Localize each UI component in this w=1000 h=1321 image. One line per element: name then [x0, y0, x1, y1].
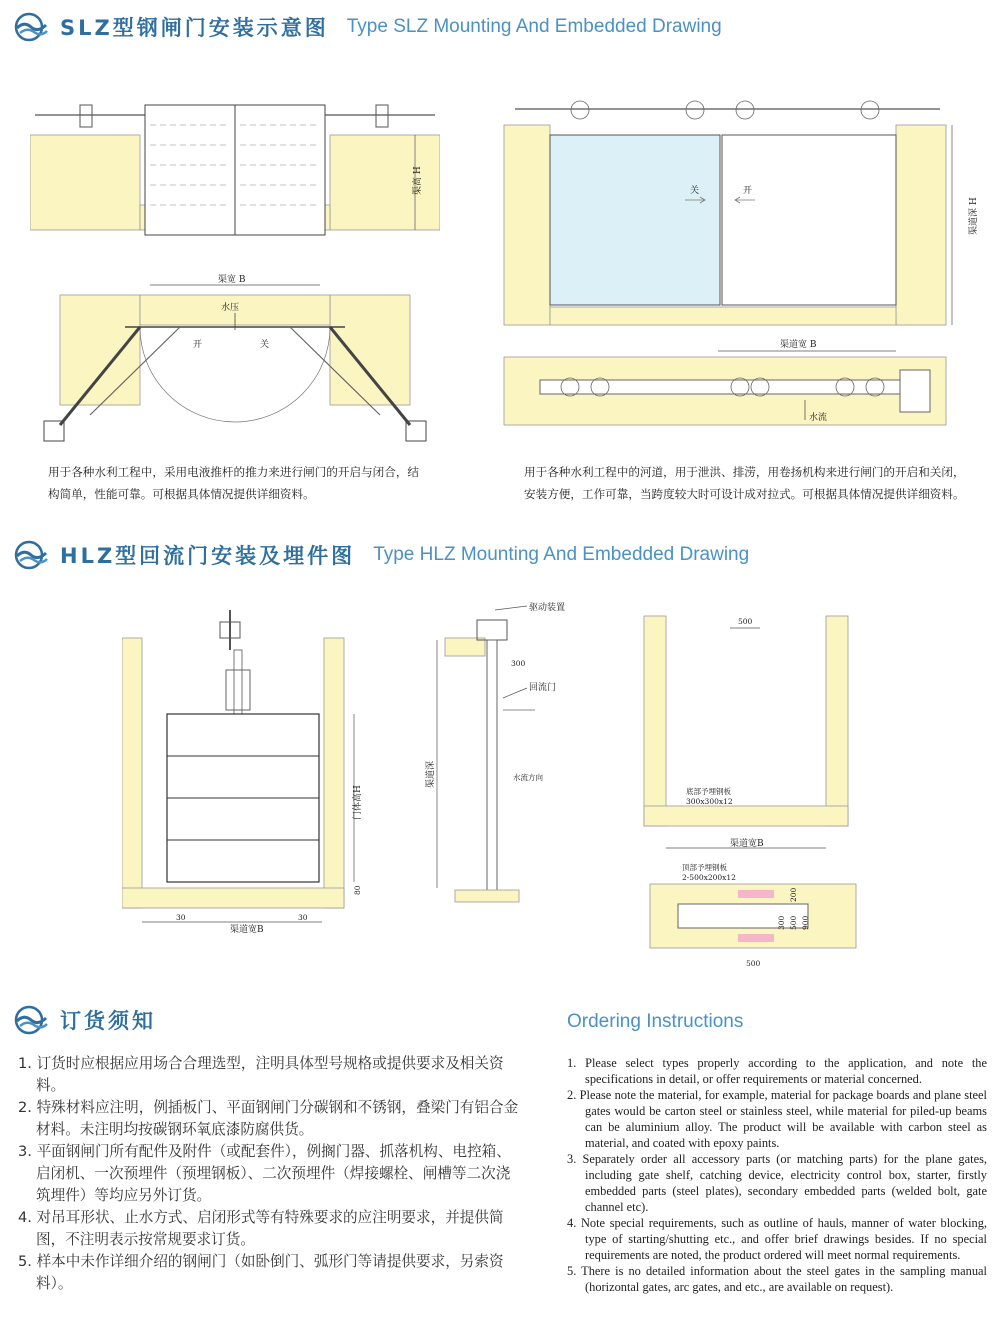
slz-left-drawing: [30, 95, 440, 455]
label-gate-height: 门体高H: [353, 785, 363, 820]
label-water-pressure: 水压: [221, 303, 240, 313]
label-gate: 回流门: [529, 683, 557, 693]
list-item: 2. 特殊材料应注明，例插板门、平面钢闸门分碳钢和不锈钢，叠梁门有铝合金材料。未注明均按碳钢环氧底漆防腐供货。: [18, 1099, 519, 1138]
label-500-top: 500: [738, 617, 753, 626]
label-height: 渠高 H: [413, 166, 423, 195]
label-close: 关: [260, 340, 270, 350]
label-open: 开: [743, 186, 753, 196]
label-depth: 渠道深: [426, 760, 436, 788]
label-30-left: 30: [176, 913, 186, 922]
label-500: 500: [789, 915, 798, 930]
label-80: 80: [353, 885, 362, 895]
label-width: 渠道宽B: [730, 839, 764, 849]
label-top-plate: 顶部予埋钢板: [682, 863, 727, 872]
slz-right-drawing: [500, 95, 980, 435]
label-200: 200: [789, 887, 798, 902]
slz-right-description: 用于各种水利工程中的河道，用于泄洪、排涝，用卷扬机构来进行闸门的开启和关闭，安装方便，工作可靠，当跨度较大时可设计成对拉式。可根据具体情况提供详细资料。: [524, 465, 965, 501]
label-bottom-plate-size: 300x300x12: [686, 797, 733, 806]
section-header-ordering: [14, 1005, 156, 1035]
section-title-en: Type SLZ Mounting And Embedded Drawing: [346, 16, 722, 37]
hlz-middle-drawing: [425, 598, 575, 918]
list-item: 3. 平面钢闸门所有配件及附件（或配套件），例搁门器、抓落机构、电控箱、启闭机、一次预埋件（预埋钢板）、二次预埋件（焊接螺栓、闸槽等二次浇筑埋件）等均应另外订货。: [18, 1143, 511, 1204]
list-item: 5. There is no detailed information about the steel gates in the sampling manual (horizontal gates, arc gates, and etc., are available on request).: [567, 1264, 987, 1294]
ordering-list-en: [567, 1055, 987, 1295]
wave-logo-icon: [14, 1005, 48, 1035]
label-close: 关: [690, 186, 700, 196]
label-width: 渠道宽B: [230, 925, 264, 935]
label-flow-dir: 水流方向: [513, 773, 543, 782]
hlz-left-drawing: [122, 610, 372, 940]
label-width: 渠宽 B: [218, 275, 246, 285]
wave-logo-icon: [14, 540, 48, 570]
wave-logo-icon: [14, 12, 48, 42]
label-300: 300: [511, 659, 526, 668]
label-width: 渠道宽 B: [780, 340, 817, 350]
ordering-list-cn: [18, 1053, 523, 1295]
label-900: 900: [801, 915, 810, 930]
hlz-right-drawing: [630, 612, 870, 972]
label-drive: 驱动装置: [529, 603, 566, 613]
section-header-hlz: [14, 540, 749, 570]
section-title-cn: 订货须知: [60, 1009, 156, 1033]
label-depth: 渠道深 H: [969, 197, 979, 235]
label-top-plate-size: 2-500x200x12: [682, 873, 736, 882]
label-bottom-plate: 底部予埋钢板: [686, 787, 731, 796]
label-flow: 水流: [809, 413, 828, 423]
section-header-slz: [14, 12, 722, 42]
section-title-cn: SLZ型钢闸门安装示意图: [60, 16, 329, 40]
list-item: 4. Note special requirements, such as outline of hauls, manner of water blocking, type of starting/shutting etc., and offer brief drawings besides. If no special requirements are noted, the product ordered will meet normal requirements.: [567, 1216, 987, 1262]
list-item: 3. Separately order all accessory parts (or matching parts) for the plane gates, including gate shelf, catching device, electricity control box, starter, firstly embedded parts (steel plates), secondary embedded parts (welded bolt, gate channel etc).: [567, 1152, 987, 1214]
label-30-right: 30: [298, 913, 308, 922]
label-open: 开: [193, 340, 203, 350]
section-title-en: Type HLZ Mounting And Embedded Drawing: [373, 544, 750, 565]
list-item: 4. 对吊耳形状、止水方式、启闭形式等有特殊要求的应注明要求，并提供简图，不注明表示按常规要求订货。: [18, 1209, 504, 1248]
list-item: 2. Please note the material, for example, material for package boards and plane steel gates would be carton steel or stainless steel, while material for piled-up beams can be aluminium alloy. The product will be available with carbon steel as material, and coated with epoxy paints.: [567, 1088, 987, 1150]
list-item: 1. 订货时应根据应用场合合理选型，注明具体型号规格或提供要求及相关资料。: [18, 1055, 504, 1094]
slz-left-description: 用于各种水利工程中，采用电液推杆的推力来进行闸门的开启与闭合，结构简单，性能可靠。可根据具体情况提供详细资料。: [48, 465, 420, 501]
label-300: 300: [777, 915, 786, 930]
ordering-title-en: Ordering Instructions: [567, 1011, 744, 1032]
list-item: 5. 样本中未作详细介绍的钢闸门（如卧倒门、弧形门等请提供要求，另索资料）。: [18, 1253, 504, 1292]
list-item: 1. Please select types properly according to the application, and note the specifications in detail, or offer requirements or material concerned.: [567, 1056, 987, 1086]
section-title-cn: HLZ型回流门安装及埋件图: [60, 544, 356, 568]
label-500-bottom: 500: [746, 959, 761, 968]
